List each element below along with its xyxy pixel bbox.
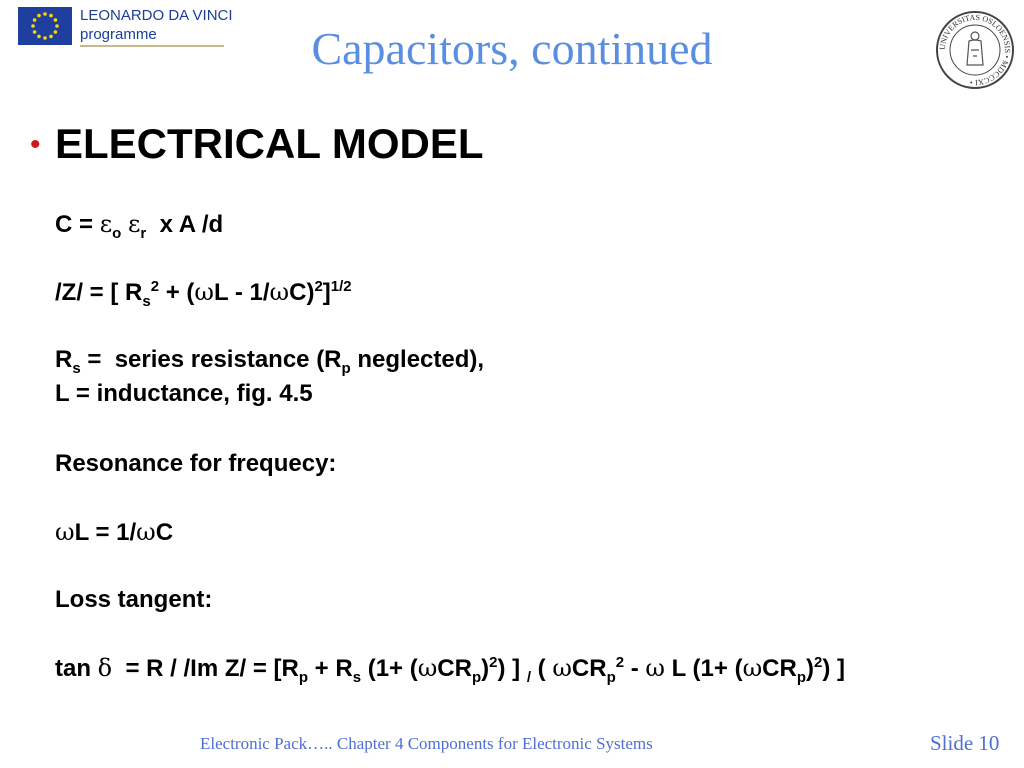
footer-chapter: Electronic Pack….. Chapter 4 Components for Electronic Systems bbox=[200, 734, 653, 753]
loss-tangent-label: Loss tangent: bbox=[55, 586, 213, 613]
logo-line-2: programme bbox=[80, 26, 157, 43]
l-definition: L = inductance, fig. 4.5 bbox=[55, 380, 313, 407]
slide-title: Capacitors, continued bbox=[311, 23, 713, 74]
loss-tangent-equation: tan δ = R / /Im $Z/ = [R_p + R_s$ $(1+ (\omega CR_p)^2)$ ] $_/$ ( ωCR$_p^2$ - ω L $(1+ (\omega CR_p)^2)$ ] bbox=[55, 654, 845, 686]
slide-number: Slide 10 bbox=[930, 731, 1000, 755]
seal-text: UNIVERSITAS OSLOENSIS • MDCCCXI • bbox=[937, 12, 1013, 88]
bullet-marker: • bbox=[30, 128, 41, 161]
university-seal-icon bbox=[935, 10, 1015, 90]
capacitance-equation: $C = \varepsilon_o$ $\varepsilon_r$ x A /d bbox=[55, 210, 224, 242]
resonance-equation: ωL = 1/ωC bbox=[55, 518, 174, 546]
logo-line-1: LEONARDO DA VINCI bbox=[80, 7, 233, 24]
rs-definition: $R_s$ = series resistance ($R_p$ neglected), bbox=[55, 346, 485, 377]
resonance-label: Resonance for frequecy: bbox=[55, 450, 337, 477]
impedance-equation: /Z/ = [ $R_s^2 + (\omega L - 1/\omega C)^2]^{1/2}$ bbox=[55, 278, 352, 310]
section-heading: ELECTRICAL MODEL bbox=[55, 120, 484, 167]
